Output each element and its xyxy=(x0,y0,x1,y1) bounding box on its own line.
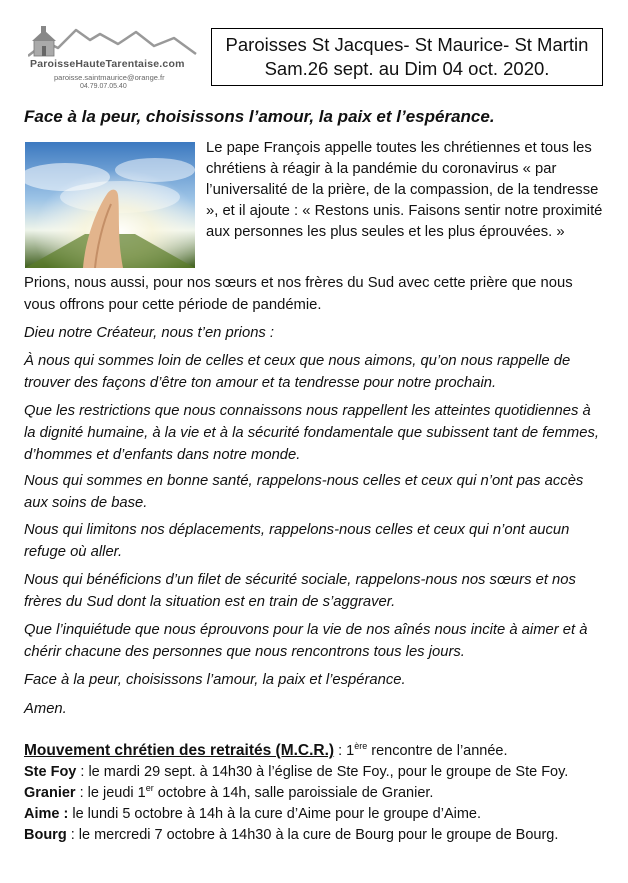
prayer-verse: Nous qui sommes en bonne santé, rappelons-nous celles et ceux qui n’ont pas accès aux soins de base. xyxy=(24,473,584,511)
intro-paragraph: Le pape François appelle toutes les chrétiennes et tous les chrétiens à réagir à la pandémie du coronavirus « par l’universalité de la prière, de la compassion, de la tendresse », et il ajoute : « Restons unis. Faisons sentir notre proximité aux personnes les plus seules et les plus éprouvées. » xyxy=(206,140,603,240)
prayer-verse: Que l’inquiétude que nous éprouvons pour la vie de nos aînés nous incite à aimer et à chérir chacune des personnes que nous rencontrons tous les jours. xyxy=(24,622,588,660)
logo-site-name: ParoisseHauteTarentaise.com xyxy=(30,58,185,70)
logo-phone: 04.79.07.05.40 xyxy=(80,83,127,90)
mcr-heading-line: Mouvement chrétien des retraités (M.C.R.) : 1ère rencontre de l’année. xyxy=(24,741,508,759)
praying-hands-image xyxy=(25,142,195,268)
prayer-intro: Prions, nous aussi, pour nos sœurs et nos frères du Sud avec cette prière que nous vous offrons pour cette période de pandémie. xyxy=(24,275,573,313)
mcr-item-bourg: Bourg : le mercredi 7 octobre à 14h30 à la cure de Bourg pour le groupe de Bourg. xyxy=(24,827,559,843)
mountain-church-icon xyxy=(28,24,198,58)
prayer-verse: Nous qui limitons nos déplacements, rappelons-nous celles et ceux qui n’ont aucun refuge où aller. xyxy=(24,522,570,560)
mcr-section xyxy=(24,740,614,846)
prayer-verse: Que les restrictions que nous connaissons nous rappellent les atteintes quotidiennes à la dignité humaine, à la vie et à la sécurité fondamentale que subissent tant de femmes, d’hommes et d’enfants dans notre monde. xyxy=(24,403,599,463)
header-dates: Sam.26 sept. au Dim 04 oct. 2020. xyxy=(264,58,550,79)
logo-email: paroisse.saintmaurice@orange.fr xyxy=(54,73,165,82)
prayer-closing: Face à la peur, choisissons l’amour, la paix et l’espérance. xyxy=(24,672,406,688)
header-box xyxy=(211,28,603,86)
mcr-item-granier: Granier : le jeudi 1er octobre à 14h, salle paroissiale de Granier. xyxy=(24,783,434,801)
prayer-invocation: Dieu notre Créateur, nous t’en prions : xyxy=(24,325,275,341)
page-title: Face à la peur, choisissons l’amour, la paix et l’espérance. xyxy=(24,107,495,126)
header-parishes: Paroisses St Jacques- St Maurice- St Martin xyxy=(225,34,589,55)
mcr-item-stefoy: Ste Foy : le mardi 29 sept. à 14h30 à l’église de Ste Foy., pour le groupe de Ste Foy. xyxy=(24,764,569,780)
mcr-item-aime: Aime : le lundi 5 octobre à 14h à la cure d’Aime pour le groupe d’Aime. xyxy=(24,806,482,822)
mcr-heading: Mouvement chrétien des retraités (M.C.R.) xyxy=(24,742,335,759)
parish-logo xyxy=(22,24,204,96)
prayer-verse: À nous qui sommes loin de celles et ceux que nous aimons, qu’on nous rappelle de trouver des façons d’être ton amour et ta tendresse pour notre prochain. xyxy=(24,353,571,391)
prayer-amen: Amen. xyxy=(24,701,67,717)
prayer-verse: Nous qui bénéficions d’un filet de sécurité sociale, rappelons-nous nos sœurs et nos frères du Sud dont la situation est en train de s’aggraver. xyxy=(24,572,576,610)
